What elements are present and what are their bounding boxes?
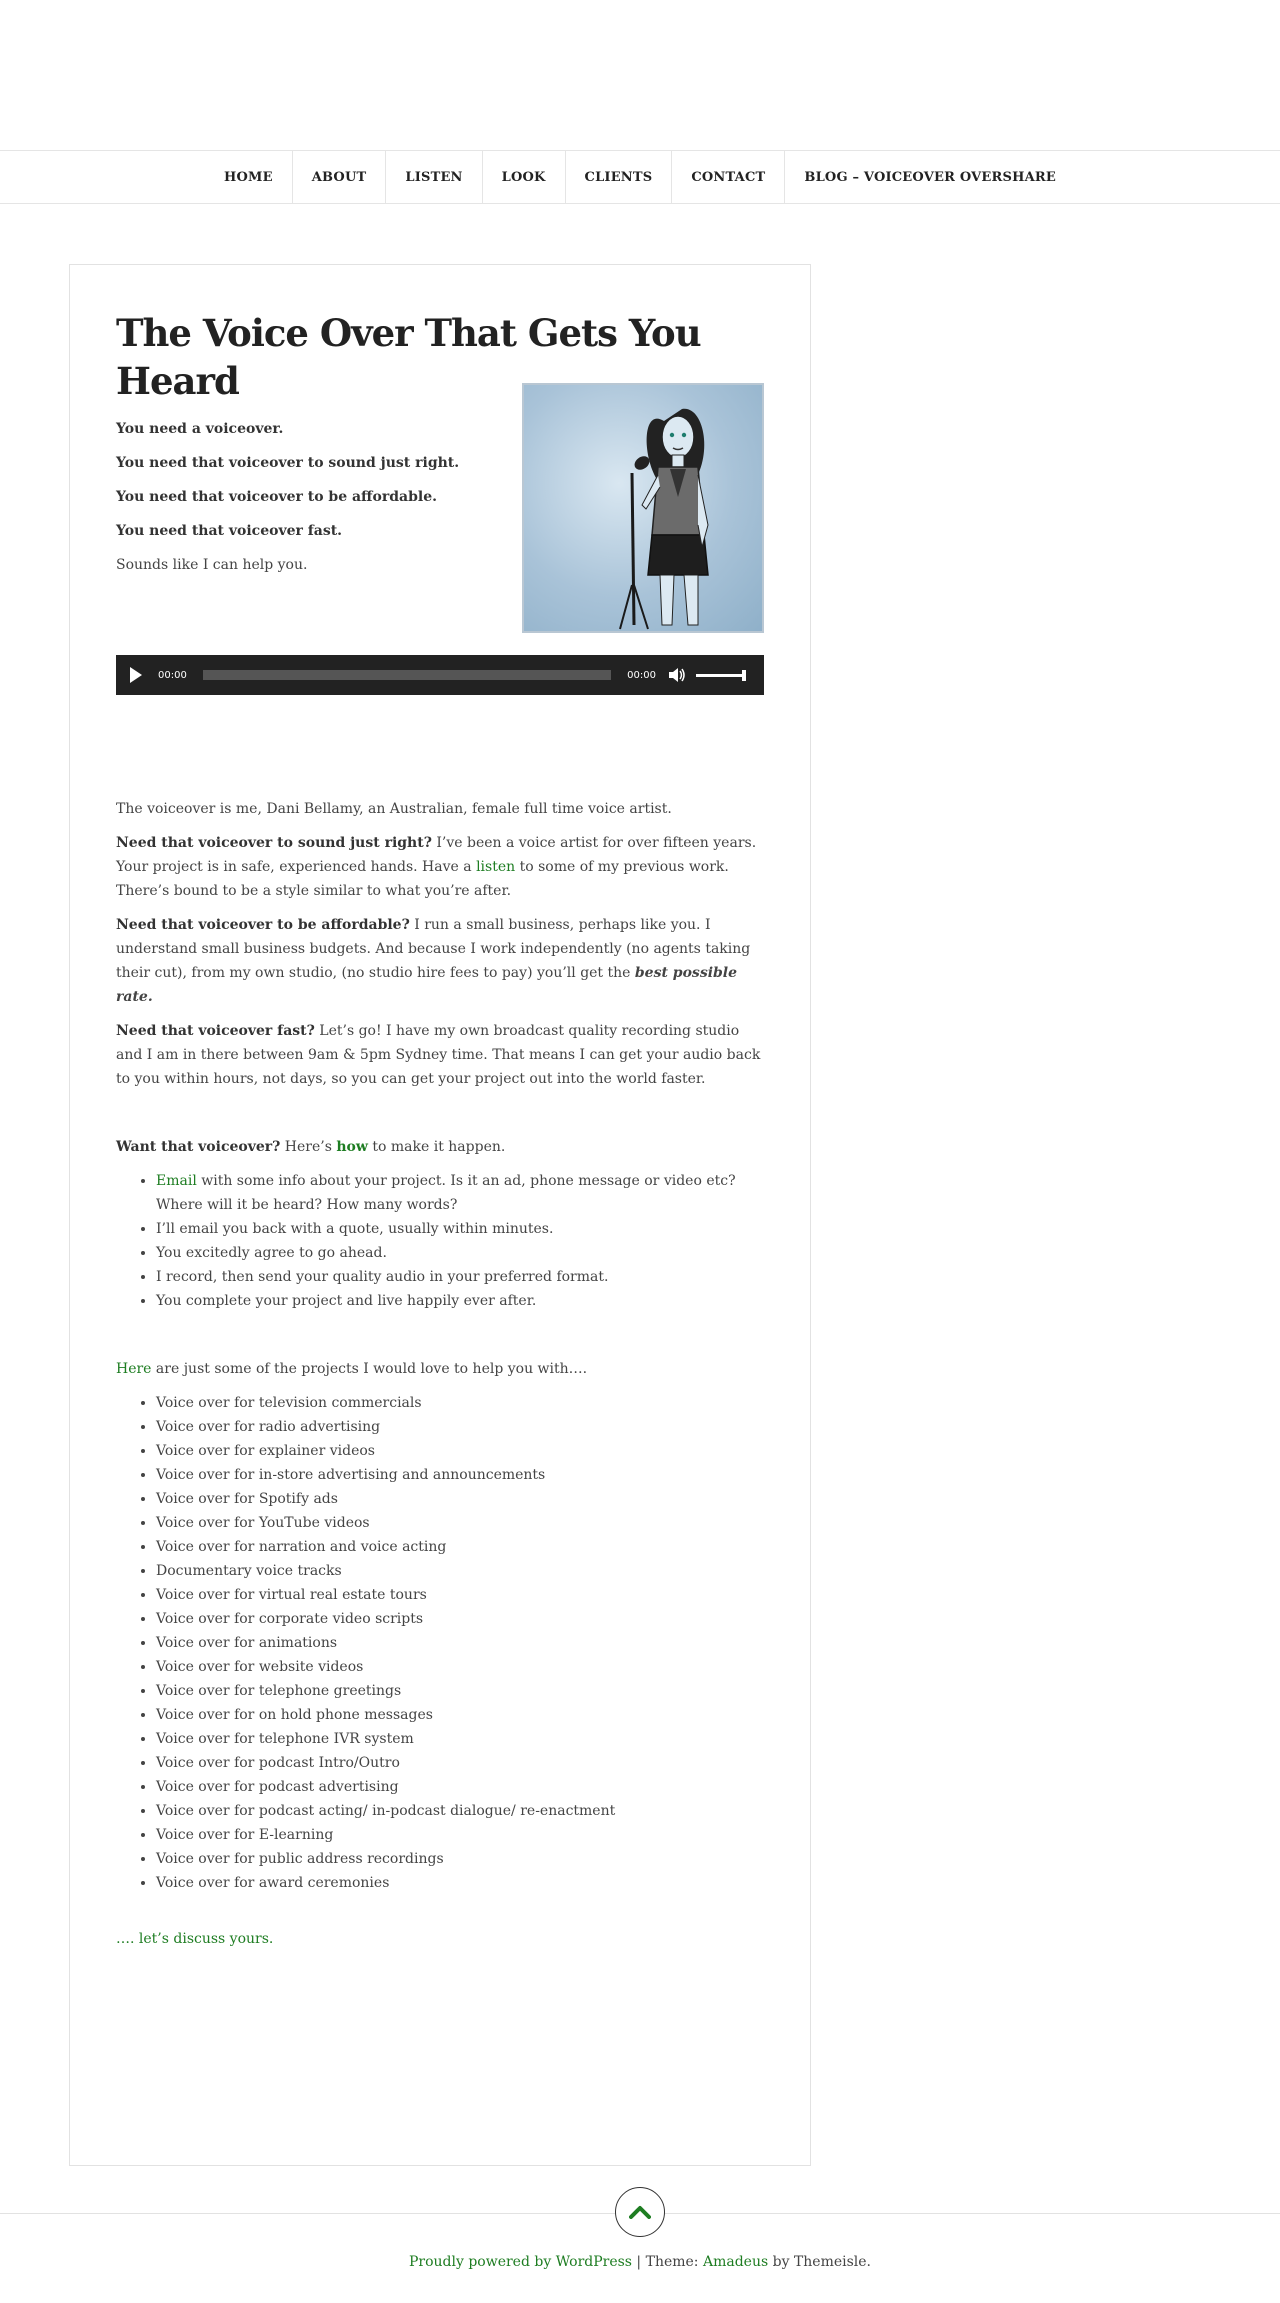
current-time: 00:00 bbox=[158, 669, 187, 681]
page-title: The Voice Over That Gets You Heard bbox=[116, 311, 701, 404]
nav-listen[interactable]: LISTEN bbox=[385, 151, 481, 203]
list-item: • Voice over for in-store advertising and announcements bbox=[156, 1463, 766, 1487]
main-nav bbox=[0, 150, 1280, 204]
list-item: • Voice over for public address recordings bbox=[156, 1847, 766, 1871]
paragraph-heading: Need that voiceover to be affordable? bbox=[116, 917, 410, 933]
paragraph-text: Let’s go! I have my own broadcast quality recording studio and I am in there between 9am & 5pm Sydney time. That means I can get your audio back to you within hours, not days, so you can get your project out into the world faster. bbox=[116, 1023, 761, 1087]
paragraph-sound bbox=[116, 831, 764, 903]
list-item-text: with some info about your project. Is it an ad, phone message or video etc? Where will it be heard? How many words? bbox=[156, 1173, 736, 1213]
list-item: • I’ll email you back with a quote, usually within minutes. bbox=[156, 1217, 766, 1241]
intro-line-4: You need that voiceover fast. bbox=[116, 523, 343, 539]
list-item: • Voice over for narration and voice acting bbox=[156, 1535, 766, 1559]
list-item: • Voice over for podcast Intro/Outro bbox=[156, 1751, 766, 1775]
list-item: • Voice over for telephone greetings bbox=[156, 1679, 766, 1703]
header-space bbox=[0, 0, 1280, 150]
paragraph-text: Here’s bbox=[280, 1139, 337, 1155]
intro-line-1: You need a voiceover. bbox=[116, 421, 284, 437]
speaker-icon[interactable] bbox=[668, 667, 686, 683]
paragraph-heading: Need that voiceover to sound just right? bbox=[116, 835, 432, 851]
paragraph-text: to some of my previous work. There’s bound to be a style similar to what you’re after. bbox=[116, 859, 729, 899]
nav-home[interactable]: HOME bbox=[223, 169, 273, 185]
wordpress-link[interactable]: Proudly powered by WordPress bbox=[408, 2254, 632, 2270]
volume-slider[interactable] bbox=[696, 674, 746, 677]
chevron-up-icon bbox=[629, 2205, 651, 2219]
list-item: • I record, then send your quality audio in your preferred format. bbox=[156, 1265, 766, 1289]
list-item: • You excitedly agree to go ahead. bbox=[156, 1241, 766, 1265]
emphasis-text: best possible rate. bbox=[116, 965, 738, 1005]
how-link[interactable]: how bbox=[336, 1139, 368, 1155]
paragraph-want bbox=[116, 1135, 764, 1159]
discuss-link[interactable]: …. let’s discuss yours. bbox=[116, 1931, 274, 1947]
footer-by: by Themeisle. bbox=[768, 2254, 872, 2270]
theme-link[interactable]: Amadeus bbox=[702, 2254, 769, 2270]
list-item: • Voice over for virtual real estate tours bbox=[156, 1583, 766, 1607]
list-item: • Voice over for radio advertising bbox=[156, 1415, 766, 1439]
duration: 00:00 bbox=[627, 669, 656, 681]
list-item: • Voice over for telephone IVR system bbox=[156, 1727, 766, 1751]
listen-link[interactable]: listen bbox=[476, 859, 516, 875]
list-item: • Voice over for corporate video scripts bbox=[156, 1607, 766, 1631]
paragraph-fast bbox=[116, 1019, 764, 1091]
progress-rail[interactable] bbox=[203, 670, 611, 680]
intro-line-2: You need that voiceover to sound just right. bbox=[116, 455, 460, 471]
list-item: • Voice over for award ceremonies bbox=[156, 1871, 766, 1895]
here-link[interactable]: Here bbox=[116, 1361, 152, 1377]
paragraph-affordable bbox=[116, 913, 764, 1009]
paragraph-projects bbox=[116, 1357, 764, 1381]
content-card bbox=[69, 264, 811, 2166]
paragraph-text: are just some of the projects I would love to help you with…. bbox=[151, 1361, 588, 1377]
intro-line-5: Sounds like I can help you. bbox=[116, 557, 308, 573]
list-item: • Voice over for on hold phone messages bbox=[156, 1703, 766, 1727]
intro-line-3: You need that voiceover to be affordable. bbox=[116, 489, 438, 505]
list-item: • Documentary voice tracks bbox=[156, 1559, 766, 1583]
list-item: • Voice over for television commercials bbox=[156, 1391, 766, 1415]
paragraph-text: to make it happen. bbox=[367, 1139, 506, 1155]
paragraph-heading: Want that voiceover? bbox=[116, 1139, 281, 1155]
nav-look[interactable]: LOOK bbox=[482, 151, 565, 203]
list-item: • You complete your project and live happily ever after. bbox=[156, 1289, 766, 1313]
paragraph-heading: Need that voiceover fast? bbox=[116, 1023, 315, 1039]
list-item: • Voice over for website videos bbox=[156, 1655, 766, 1679]
audio-player bbox=[116, 655, 764, 695]
intro-paragraph: The voiceover is me, Dani Bellamy, an Australian, female full time voice artist. bbox=[116, 801, 672, 817]
footer-separator: | Theme: bbox=[631, 2254, 703, 2270]
site-footer bbox=[0, 2254, 1280, 2270]
list-item: • Voice over for animations bbox=[156, 1631, 766, 1655]
list-item: • Voice over for explainer videos bbox=[156, 1439, 766, 1463]
play-icon[interactable] bbox=[130, 667, 142, 683]
voice-artist-illustration bbox=[522, 383, 764, 633]
closing-line bbox=[116, 1927, 764, 1951]
list-item: • Voice over for Spotify ads bbox=[156, 1487, 766, 1511]
paragraph-text: I run a small business, perhaps like you. I understand small business budgets. And because I work independently (no agents taking their cut), from my own studio, (no studio hire fees to pay) you’ll get the bbox=[116, 917, 751, 981]
steps-list bbox=[156, 1169, 766, 1313]
paragraph-text: I’ve been a voice artist for over fifteen years. Your project is in safe, experienced hands. Have a bbox=[116, 835, 757, 875]
woman-with-microphone-icon bbox=[524, 385, 762, 631]
list-item: • Voice over for podcast acting/ in-podcast dialogue/ re-enactment bbox=[156, 1799, 766, 1823]
email-link[interactable]: Email bbox=[156, 1173, 197, 1189]
list-item: • Voice over for podcast advertising bbox=[156, 1775, 766, 1799]
nav-about[interactable]: ABOUT bbox=[292, 151, 386, 203]
projects-list bbox=[156, 1391, 766, 1895]
nav-blog[interactable]: BLOG – VOICEOVER OVERSHARE bbox=[784, 151, 1075, 203]
nav-clients[interactable]: CLIENTS bbox=[565, 151, 672, 203]
nav-contact[interactable]: CONTACT bbox=[671, 151, 784, 203]
list-item: • Voice over for YouTube videos bbox=[156, 1511, 766, 1535]
list-item bbox=[156, 1169, 766, 1217]
scroll-to-top-button[interactable] bbox=[615, 2187, 665, 2237]
list-item: • Voice over for E-learning bbox=[156, 1823, 766, 1847]
